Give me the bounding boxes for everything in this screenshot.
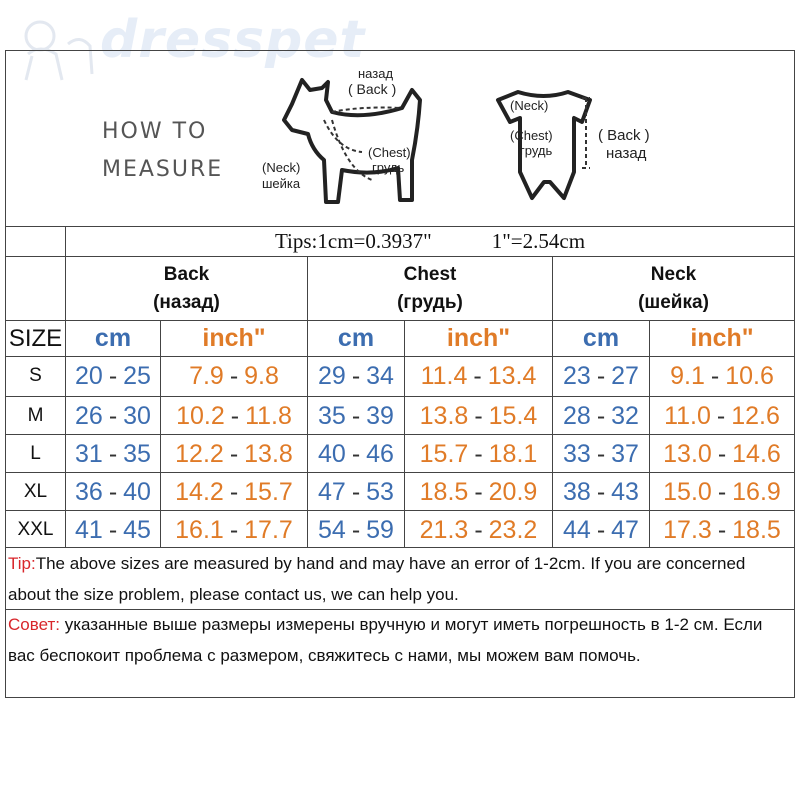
range-dash: - [229,515,239,544]
tip-label: Tip: [8,554,36,573]
range-min: 38 [563,477,591,506]
range-min: 14.2 [175,477,224,506]
range-min: 21.3 [419,515,469,544]
range-max: 37 [611,439,639,468]
chest-in-cell [405,473,552,511]
back-cm-header: cm [94,324,132,352]
group-back: Back (назад) [153,263,220,313]
neck-in-cell [650,511,794,549]
range-min: 54 [318,515,346,544]
range-max: 47 [611,515,639,544]
range-min: 36 [75,477,103,506]
range-max: 34 [366,361,394,390]
chest-cm-cell [308,357,404,395]
range-dash: - [596,477,606,506]
tip-note [8,548,790,610]
dog-chest-en: (Chest) [368,145,411,160]
range-min: 33 [563,439,591,468]
range-min: 10.2 [176,401,225,430]
range-dash: - [717,515,727,544]
back-in-cell [161,435,307,473]
sovet-text: указанные выше размеры измерены вручную и могут иметь погрешность в 1-2 см. Если вас беспокоит проблема с размером, свяжитесь с нами, мы можем вам помочь. [8,615,763,665]
back-cm-cell [66,357,160,395]
range-max: 15.4 [488,401,538,430]
range-max: 12.6 [731,401,780,430]
range-max: 27 [611,361,639,390]
range-dash: - [230,401,240,430]
range-dash: - [717,477,727,506]
range-max: 40 [123,477,151,506]
garment-back-ru: назад [606,145,647,162]
back-cm-cell [66,435,160,473]
garment-chest-ru: грудь [520,143,553,158]
neck-cm-cell [553,473,649,511]
range-dash: - [229,477,239,506]
range-max: 15.7 [244,477,293,506]
neck-in-cell [650,357,794,395]
garment-chest-en: (Chest) [510,128,553,143]
range-min: 41 [75,515,103,544]
range-max: 18.5 [732,515,781,544]
range-max: 46 [366,439,394,468]
chest-in-cell [405,511,552,549]
neck-in-cell [650,473,794,511]
range-dash: - [108,439,118,468]
garment-neck-en: (Neck) [510,98,549,113]
chest-cm-cell [308,397,404,435]
range-dash: - [473,361,482,390]
range-max: 10.6 [725,361,774,390]
range-min: 16.1 [175,515,224,544]
range-dash: - [474,401,483,430]
sovet-note [8,609,790,671]
back-inch-header: inch" [202,324,266,352]
how-to-measure-heading: HOW TO MEASURE [102,119,224,182]
range-max: 43 [611,477,639,506]
range-dash: - [351,439,361,468]
range-max: 25 [123,361,151,390]
neck-cm-cell [553,357,649,395]
range-min: 7.9 [189,361,224,390]
size-label: S [29,365,42,386]
range-dash: - [108,361,118,390]
sovet-label: Совет: [8,615,60,634]
back-cm-cell [66,473,160,511]
range-max: 45 [123,515,151,544]
neck-in-cell [650,435,794,473]
neck-cm-cell [553,397,649,435]
range-min: 29 [318,361,346,390]
tip-text: The above sizes are measured by hand and may have an error of 1-2cm. If you are concerned about the size problem, please contact us, we can help you. [8,554,746,604]
range-min: 35 [318,401,346,430]
back-in-cell [161,511,307,549]
dog-neck-ru: шейка [262,176,301,191]
chest-inch-header: inch" [446,324,511,352]
range-dash: - [108,401,118,430]
range-dash: - [710,361,720,390]
garment-back-en: ( Back ) [598,127,650,144]
back-cm-cell [66,511,160,549]
range-max: 16.9 [732,477,781,506]
range-dash: - [716,401,726,430]
range-min: 44 [563,515,591,544]
tips-inch: 1"=2.54cm [491,228,586,253]
range-max: 59 [366,515,394,544]
range-min: 31 [75,439,103,468]
range-dash: - [229,439,239,468]
range-dash: - [229,361,239,390]
range-dash: - [474,439,483,468]
range-dash: - [596,401,606,430]
range-min: 11.0 [664,401,711,430]
range-dash: - [717,439,727,468]
dog-neck-en: (Neck) [262,160,301,175]
watermark-text: dresspet [100,10,366,70]
neck-inch-header: inch" [690,324,754,352]
range-max: 17.7 [244,515,293,544]
range-min: 11.4 [420,361,468,390]
back-in-cell [161,357,307,395]
range-max: 39 [366,401,394,430]
size-label: M [27,405,44,426]
range-dash: - [351,361,361,390]
range-min: 23 [563,361,591,390]
neck-cm-cell [553,435,649,473]
range-max: 30 [123,401,151,430]
chest-cm-cell [308,435,404,473]
range-max: 14.6 [732,439,781,468]
group-chest: Chest (грудь) [397,263,463,313]
range-max: 11.8 [245,401,292,430]
size-label: L [30,443,41,464]
range-max: 23.2 [488,515,538,544]
range-dash: - [596,515,606,544]
chest-cm-header: cm [337,324,375,352]
range-max: 13.4 [487,361,537,390]
chest-in-cell [405,435,552,473]
neck-cm-header: cm [582,324,620,352]
size-label: XXL [17,519,54,540]
range-min: 28 [563,401,591,430]
range-max: 13.8 [244,439,293,468]
range-min: 20 [75,361,103,390]
range-dash: - [351,515,361,544]
range-max: 18.1 [488,439,538,468]
range-min: 40 [318,439,346,468]
range-min: 15.7 [419,439,469,468]
range-min: 13.8 [419,401,469,430]
range-dash: - [351,477,361,506]
range-max: 35 [123,439,151,468]
range-min: 9.1 [670,361,705,390]
range-dash: - [108,515,118,544]
dog-back-ru: назад [358,66,394,81]
range-dash: - [351,401,361,430]
range-min: 13.0 [663,439,712,468]
neck-in-cell [650,397,794,435]
size-label: XL [23,481,48,502]
size-header: SIZE [8,324,63,352]
range-dash: - [596,439,606,468]
group-neck: Neck (шейка) [638,263,709,313]
chest-in-cell [405,397,552,435]
range-dash: - [596,361,606,390]
neck-cm-cell [553,511,649,549]
range-min: 17.3 [663,515,712,544]
range-min: 26 [75,401,103,430]
conversion-tips [66,226,794,256]
range-max: 20.9 [488,477,538,506]
range-max: 9.8 [244,361,279,390]
range-min: 15.0 [663,477,712,506]
chest-cm-cell [308,473,404,511]
dog-back-en: ( Back ) [348,81,397,97]
range-min: 18.5 [419,477,469,506]
range-dash: - [474,515,483,544]
chest-cm-cell [308,511,404,549]
range-min: 47 [318,477,346,506]
range-max: 53 [366,477,394,506]
tips-cm: Tips:1cm=0.3937" [274,228,432,253]
range-dash: - [108,477,118,506]
range-dash: - [474,477,483,506]
range-min: 12.2 [175,439,224,468]
back-in-cell [161,397,307,435]
back-cm-cell [66,397,160,435]
dog-chest-ru: грудь [372,160,405,175]
chest-in-cell [405,357,552,395]
back-in-cell [161,473,307,511]
range-max: 32 [611,401,639,430]
